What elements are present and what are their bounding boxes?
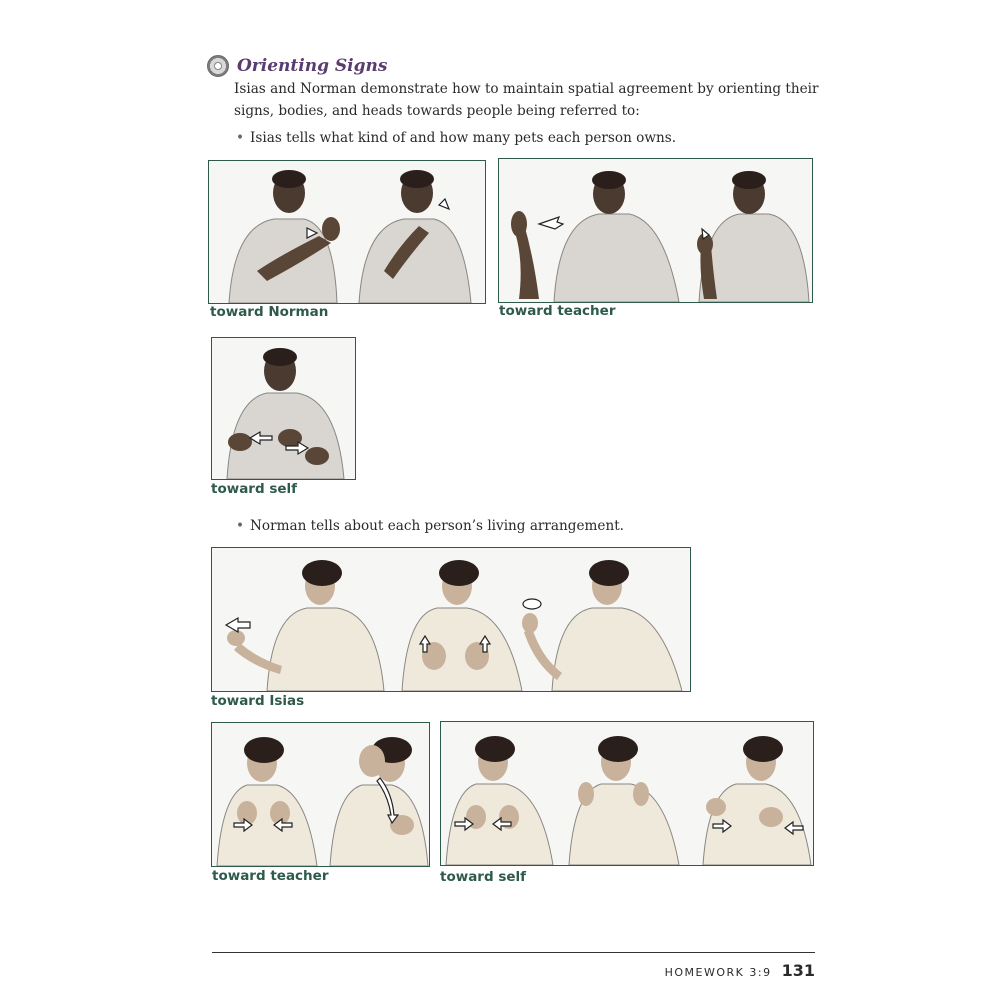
caption-toward-teacher-1: toward teacher [499, 303, 616, 319]
section-header [207, 55, 387, 77]
photo-toward-norman [208, 160, 486, 304]
bullet-dot: • [236, 518, 245, 534]
photo-toward-self-isias [211, 337, 356, 480]
bullet-norman [236, 518, 624, 534]
bullet-dot: • [236, 130, 245, 146]
page-number: 131 [781, 961, 815, 980]
photo-toward-teacher-norman [211, 722, 430, 867]
intro-paragraph: Isias and Norman demonstrate how to maintain spatial agreement by orienting their signs, bodies, and heads towards people being referred to: [234, 81, 819, 119]
photo-toward-isias [211, 547, 691, 692]
signer-photo-graphic [441, 722, 813, 865]
footer-divider [212, 952, 815, 953]
bullet-text: Norman tells about each person’s living arrangement. [250, 518, 625, 534]
video-disc-icon [207, 55, 229, 77]
caption-toward-self-1: toward self [211, 481, 298, 497]
photo-toward-teacher-isias [498, 158, 813, 303]
signer-photo-graphic [499, 159, 812, 302]
signer-photo-graphic [212, 338, 355, 479]
bullet-isias [236, 130, 676, 146]
caption-toward-isias: toward Isias [211, 693, 305, 709]
signer-photo-graphic [212, 548, 690, 691]
caption-toward-teacher-2: toward teacher [212, 868, 329, 884]
footer-label: HOMEWORK 3:9 [664, 966, 772, 979]
photo-toward-self-norman [440, 721, 814, 866]
bullet-text: Isias tells what kind of and how many pets each person owns. [250, 130, 677, 146]
signer-photo-graphic [209, 161, 485, 303]
signer-photo-graphic [212, 723, 429, 866]
caption-toward-self-2: toward self [440, 869, 527, 885]
page-footer [665, 961, 815, 980]
caption-toward-norman: toward Norman [210, 304, 329, 320]
section-title: Orienting Signs [237, 56, 388, 76]
